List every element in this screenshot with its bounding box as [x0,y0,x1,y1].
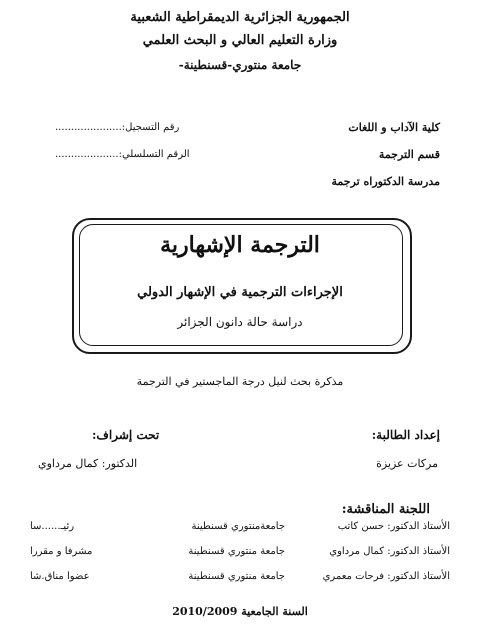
doctoral-school-label: مدرسة الدكتوراه ترجمة [331,175,440,188]
academic-year: السنة الجامعية 2010/2009 [172,605,308,618]
thesis-subtitle: الإجراءات الترجمية في الإشهار الدولي [137,285,343,300]
thesis-title: الترجمة الإشهارية [160,232,320,258]
committee-member-role: مشرفا و مقررا [30,546,93,557]
case-study-line: دراسة حالة دانون الجزائر [177,315,303,329]
committee-member-university: جامعةمنتوري قسنطينة [191,521,285,532]
department-label: قسم الترجمة [378,148,440,161]
committee-member-university: جامعة منتوري قسنطينة [188,546,285,557]
committee-title: اللجنة المناقشة: [341,502,430,517]
student-label: إعداد الطالبة: [371,428,440,442]
committee-row [30,521,450,539]
supervisor-name: الدكتور: كمال مرداوي [38,457,138,470]
republic-heading: الجمهورية الجزائرية الديمقراطية الشعبية [130,10,350,25]
memo-description: مذكرة بحث لنيل درجة الماجستير في الترجمة [136,375,344,388]
faculty-label: كلية الآداب و اللغات [348,121,440,134]
supervisor-label: تحت إشراف: [92,428,160,442]
committee-row [30,546,450,564]
committee-member-name: الأستاذ الدكتور: حسن كاتب [337,521,450,532]
committee-member-university: جامعة منتوري قسنطينة [188,571,285,582]
committee-member-role: عضوا مناق.شا [30,571,90,582]
committee-member-name: الأستاذ الدكتور: كمال مرداوي [329,546,450,557]
committee-member-name: الأستاذ الدكتور: فرحات معمري [322,571,450,582]
committee-member-role: رئيـ......سا [30,521,75,532]
registration-number-field: رقم التسجيل:..................... [55,122,180,133]
committee-row [30,571,450,589]
student-name: مركات عزيزة [376,457,438,470]
ministry-heading: وزارة التعليم العالي و البحث العلمي [142,33,338,48]
university-heading: جامعة منتوري-قسنطينة- [178,58,302,72]
serial-number-field: الرقم التسلسلي:.................... [55,149,190,160]
